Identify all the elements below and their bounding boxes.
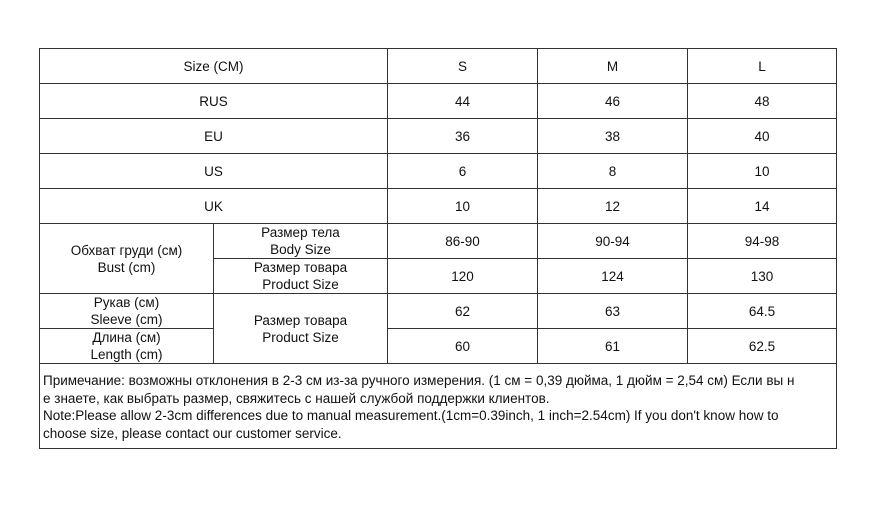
size-m-header: M	[538, 49, 688, 84]
table-row-eu	[40, 119, 837, 154]
cell-value: 120	[388, 259, 538, 294]
length-label-ru: Длина (см)	[92, 330, 161, 345]
cell-value: 46	[538, 84, 688, 119]
body-size-label-en: Body Size	[270, 242, 331, 257]
header-row	[40, 49, 837, 84]
row-label: RUS	[40, 84, 388, 119]
table-row-sleeve	[40, 294, 837, 329]
cell-value: 61	[538, 329, 688, 364]
row-label: EU	[40, 119, 388, 154]
cell-value: 130	[688, 259, 837, 294]
table-row-bust-body	[40, 224, 837, 259]
table-row-length	[40, 329, 837, 364]
cell-value: 8	[538, 154, 688, 189]
cell-value: 40	[688, 119, 837, 154]
cell-value: 44	[388, 84, 538, 119]
product-size-shared-cell	[214, 294, 388, 364]
table-row-uk	[40, 189, 837, 224]
product-size-label-en: Product Size	[262, 277, 339, 292]
cell-value: 64.5	[688, 294, 837, 329]
bust-label-ru: Обхват груди (см)	[70, 242, 183, 258]
cell-value: 10	[688, 154, 837, 189]
body-size-label-ru: Размер тела	[261, 225, 340, 240]
cell-value: 10	[388, 189, 538, 224]
size-chart-table	[39, 48, 837, 449]
note-row	[40, 364, 837, 449]
cell-value: 124	[538, 259, 688, 294]
note-cell	[40, 364, 837, 449]
product-size-shared-en: Product Size	[262, 329, 339, 345]
product-size-shared-ru: Размер товара	[253, 312, 348, 328]
row-label: UK	[40, 189, 388, 224]
cell-value: 48	[688, 84, 837, 119]
body-size-label-cell	[214, 224, 388, 259]
length-label-cell	[40, 329, 214, 364]
cell-value: 14	[688, 189, 837, 224]
cell-value: 6	[388, 154, 538, 189]
size-header-cell: Size (CM)	[40, 49, 388, 84]
table-row-us	[40, 154, 837, 189]
product-size-label-cell	[214, 259, 388, 294]
product-size-label-ru: Размер товара	[253, 260, 348, 275]
note-line-4: choose size, please contact our customer service.	[43, 425, 342, 441]
bust-label-en: Bust (cm)	[97, 259, 156, 275]
cell-value: 90-94	[538, 224, 688, 259]
cell-value: 38	[538, 119, 688, 154]
cell-value: 62	[388, 294, 538, 329]
cell-value: 62.5	[688, 329, 837, 364]
cell-value: 94-98	[688, 224, 837, 259]
size-l-header: L	[688, 49, 837, 84]
cell-value: 63	[538, 294, 688, 329]
cell-value: 12	[538, 189, 688, 224]
note-line-1: Примечание: возможны отклонения в 2-3 см из-за ручного измерения. (1 см = 0,39 дюйма, 1 дюйм = 2,54 см) Если вы н	[43, 373, 795, 388]
length-label-en: Length (cm)	[90, 347, 163, 362]
sleeve-label-en: Sleeve (cm)	[90, 312, 163, 327]
cell-value: 86-90	[388, 224, 538, 259]
note-line-2: е знаете, как выбрать размер, свяжитесь с нашей службой поддержки клиентов.	[43, 390, 550, 406]
size-s-header: S	[388, 49, 538, 84]
table-row-rus	[40, 84, 837, 119]
cell-value: 60	[388, 329, 538, 364]
row-label: US	[40, 154, 388, 189]
cell-value: 36	[388, 119, 538, 154]
sleeve-label-cell	[40, 294, 214, 329]
bust-label-cell	[40, 224, 214, 294]
sleeve-label-ru: Рукав (см)	[93, 295, 160, 310]
note-line-3: Note:Please allow 2-3cm differences due to manual measurement.(1cm=0.39inch, 1 inch=2.54cm) If you don't know how to	[43, 408, 779, 423]
